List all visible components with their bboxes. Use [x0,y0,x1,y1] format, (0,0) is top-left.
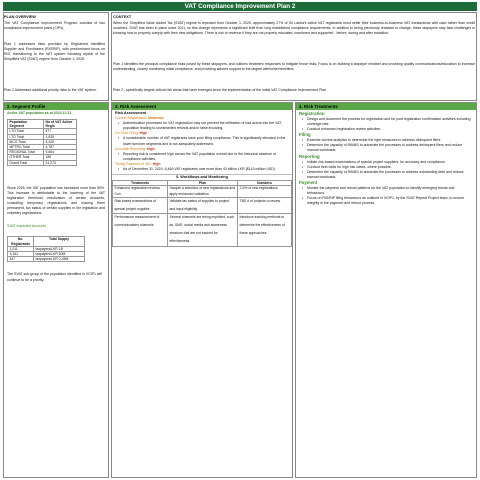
reporting-label: Reporting [299,153,320,159]
list-item: • Examine current analytics to determine the right measures to address delinquent filers. [299,138,473,143]
table-header-row [8,120,77,129]
table-cell: TBD # of projects to review [238,197,292,214]
table-header: Population Segment [8,120,44,129]
plan-overview-p3: Plan 2 Addresses additional priority risks to the VAT system. [4,88,97,92]
table-cell: 1,635 [44,134,77,139]
list-item: • Design and document the process for registration and for post registration confirmation activities including coverage rate. [299,117,473,127]
table-row [8,257,85,262]
timely-payment-list [115,167,289,172]
table-cell: taxpayers/LKR 0-45M [34,257,85,262]
table-cell: 9,664 [44,150,77,155]
workflows-table [112,180,292,246]
list-item: • Reporting risk is considered high across the VAT population overall due to the historical absence of compliance activities. [115,152,289,162]
table-cell: LTO Total [8,129,44,134]
on-time-filing-list [115,136,289,146]
risk-treatments-panel [295,102,477,478]
plan-overview-p1: The VAT Compliance Improvement Program consists of two compliance improvement plans (CIPs). [4,21,105,31]
list-item: • Determine the capacity of RAMIS to automate the processes to address delinquent filers and reduce manual workloads. [299,143,473,153]
table-cell: Performance measurement of communications channels [113,214,168,246]
table-cell: 2-5% of new registrations [238,186,292,197]
context-heading: CONTEXT [113,15,132,19]
table-header: Numbers [238,181,292,186]
list-item: • Monitor the payment and refund patterns for the VAT population to identify emerging trends and behaviours. [299,186,473,196]
reporting-list [299,160,473,180]
table-cell: Grand Total [8,160,44,165]
registration-list [299,117,473,132]
plan-overview-p2: Plan 1 addresses risks provided by Registered Identified Supplier and Purchasers (RIS/RIP), with predominant focus on RIS, transitioning to the VAT system following repeal of the Simplified VAT (SVAT) regime from October 1, 2025. [4,42,105,62]
list-item: • Conduct enhanced registration review activities. [299,127,473,132]
table-cell: 4,787 [44,145,77,150]
correct-registration-list [115,121,289,131]
segment-profile-heading: 2. Segment Profile [4,103,108,110]
accurate-reporting-list [115,152,289,162]
on-time-filing-level: High [139,131,148,136]
table-cell: Sample a selection of new registrations and apply enhanced validation [168,186,238,197]
table-row [113,214,292,246]
table-cell: MFTRO Total [8,145,44,150]
list-item: • Focus on RIS/RIP filing behaviours as outlined in VCIP1, by the SVAT Repeal Project team, to ensure integrity in the payment and refund process. [299,196,473,206]
accurate-reporting-label: Accurate Reporting: [115,146,146,151]
plan-overview-heading: PLAN OVERVIEW [4,15,36,19]
filing-label: Filing [299,132,311,138]
segment-profile-panel [3,102,109,478]
context-p2: Plan 1 identifies the principal compliance risks posed by these taxpayers, and outlines treatment responses to mitigate those risks. Focus is on building a taxpayer mindset and providing quality communications/education to increase understanding, closely monitoring initial compliance, and providing tailored support to the largest withholder/remitters. [113,62,475,72]
table-cell: Introduce tracking methods to determine the effectiveness of these approaches. [238,214,292,246]
accurate-reporting-level: High [146,146,155,151]
timely-payment-level: High [152,161,161,166]
workflows-heading: 5. Workflows and Monitoring [112,174,292,180]
svat-heading: SVAT Impacted Accounts [7,224,47,229]
table-row [8,160,77,165]
table-header: Treatments [113,181,168,186]
correct-registration-label: Correct Registration: [115,116,148,121]
timely-payment-label: Timely Payment of VAT: [115,161,152,166]
segment-profile-subheading: Active VAT population as at 2024.12.31 [7,111,72,115]
list-item: • Initiate risk-based examinations of special project suppliers, for accuracy and compliance. [299,160,473,165]
risk-treatments-heading: 4. Risk Treatments [296,103,476,110]
table-cell: OTHER Total [8,155,44,160]
table-cell: 5,425 [44,139,77,144]
table-cell: Validate tax status of supplies to project and input eligibility [168,197,238,214]
registration-label: Registration [299,111,325,116]
table-header-row [113,181,292,186]
table-header: No of VAT Active Regis [44,120,77,129]
table-header-row [8,237,85,246]
context-p3: Plan 2 - specifically targets critical risk areas that have emerged since the implementation of the initial VAT Compliance Improvement Plan. [113,88,328,92]
table-cell: Enhanced registration reviews Con [113,186,168,197]
table-cell: 577 [44,129,77,134]
table-cell: Risk based examinations of special project supplies [113,197,168,214]
list-item: • Authentication processes for VAT registration may not prevent the infiltration of bad actors into the VAT population leading to unwarranted refunds and/or false invoicing. [115,121,289,131]
page-title: VAT Compliance Improvement Plan 2 [3,2,477,11]
table-row [113,186,292,197]
population-table [7,119,77,166]
svat-table [7,236,85,262]
table-cell: MCO Total [8,139,44,144]
risk-assessment-title: Risk Assessment [115,111,147,115]
list-item: • Determine the capacity of RAMIS to automate the processes to address outstanding debt and reduce manual workloads. [299,170,473,180]
list-item: • A considerable number of VAT registrants have poor filing compliance. This is significantly elevated in the lower turnover segments and is not adequately addressed. [115,136,289,146]
table-header: Total Supply [34,237,85,246]
payment-list [299,186,473,206]
table-row [113,197,292,214]
list-item: • As of December 31, 2024, 6,469 VAT registrants owe more than 43 billion LKR ($143 million USD) [115,167,289,172]
table-cell: REGIONAL Total [8,150,44,155]
table-header: No. Registrants [8,237,34,246]
table-cell: 1,011 [8,246,34,251]
table-header: Plan [168,181,238,186]
table-cell: 347 [8,257,34,262]
risk-assessment-heading: 3. Risk Assessment [112,103,292,110]
list-item: • Conduct field visits for high risk cases, where possible. [299,165,473,170]
table-cell: taxpayers/LKR 1B [34,246,85,251]
table-cell: 21,273 [44,160,77,165]
table-cell: 3,161 [8,252,34,257]
filing-list [299,138,473,153]
svat-note: The SVAT sub-group of the population identified in VCIP1 will continue to be a priority. [7,272,102,282]
context-p1: When the Simplified Value Added Tax (SVAT) regime is repealed from October 1, 2025, approximately 27% of Sri Lanka's active VAT registrants must settle their business-to-business VAT transactions with cash rather than credit vouchers. SVAT has been in place since 2011, so this change represents a significant shift from long established compliance requirements. In addition to being previously resistant to change, these taxpayers may face challenges in knowing how to properly comply with their new obligations. There is risk to revenue if they are not properly educated, monitored and supported - before, during and after transition. [113,21,475,36]
on-time-filing-label: On Time Filing: [115,131,139,136]
table-cell: taxpayers/LKR 50M [34,252,85,257]
risk-assessment-panel [111,102,293,478]
segment-profile-para: Since 2025, the VAT population has increased more than 50%. This increase is attributable to the lowering of the VAT registration threshold, reactivation of certain accounts, consulting temporary registrations and making them permanent, tax status of certain supplies in the legislation and voluntary registrations. [7,185,105,216]
table-cell: LTO Total [8,134,44,139]
table-cell: 185 [44,155,77,160]
payment-label: Payment [299,179,318,185]
correct-registration-level: Moderate [148,116,164,121]
table-cell: Several channels are being exploited, such as, SMS, social media and awareness sessions that are not tracked for effectiveness. [168,214,238,246]
